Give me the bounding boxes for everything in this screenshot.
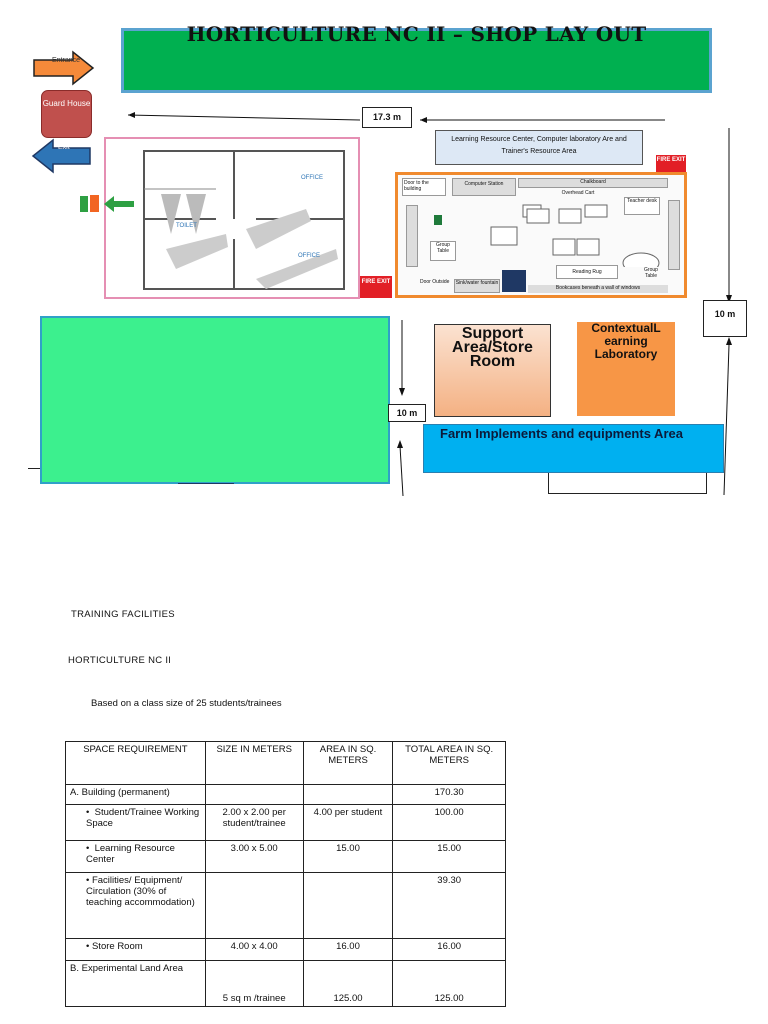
teacher-desk-label: Teacher desk <box>624 197 660 215</box>
row-total: 100.00 <box>393 805 506 841</box>
row-area: 15.00 <box>303 841 393 873</box>
farm-lower-box <box>548 473 707 494</box>
sink-label: Sink/water fountain <box>454 279 500 293</box>
bookcases-label: Bookcases beneath a wall of windows <box>528 285 668 293</box>
row-req: Store Room <box>91 941 143 952</box>
row-total: 39.30 <box>393 873 506 939</box>
cabinets-block <box>406 205 418 267</box>
reading-rug-label: Reading Rug <box>556 265 618 279</box>
dimension-10m-right: 10 m <box>703 300 747 337</box>
row-size: 4.00 x 4.00 <box>205 939 303 961</box>
entrance-label: Entrance <box>52 57 81 64</box>
row-area <box>303 785 393 805</box>
table-row <box>66 939 506 961</box>
row-req-cell: • Store Room <box>66 939 206 961</box>
table-row <box>66 841 506 873</box>
support-store-room-label: Support Area/Store Room <box>452 325 533 370</box>
space-requirements-table <box>65 741 506 1007</box>
farm-implements-label: Farm Implements and equipments Area <box>440 426 683 441</box>
row-req-cell: • Learning Resource Center <box>66 841 206 873</box>
fire-exit-sign-left: FIRE EXIT <box>360 276 392 298</box>
chalkboard-label: Chalkboard <box>518 178 668 188</box>
heading-training-facilities: TRAINING FACILITIES <box>71 609 175 620</box>
row-area <box>303 873 393 939</box>
table-row <box>66 805 506 841</box>
svg-text:OFFICE: OFFICE <box>301 175 323 181</box>
row-total: 125.00 <box>393 961 506 1007</box>
row-total: 170.30 <box>393 785 506 805</box>
overhead-cart-label: Overhead Cart <box>561 190 595 196</box>
lrc-label: Learning Resource Center, Computer laboratory Are and Trainer's Resource Area <box>435 130 643 165</box>
table-row <box>66 873 506 939</box>
window-wall-block <box>668 200 680 270</box>
header-area: AREA IN SQ. METERS <box>303 742 393 785</box>
experimental-land-area <box>40 316 390 484</box>
guard-house <box>41 90 92 138</box>
row-total: 15.00 <box>393 841 506 873</box>
base-tick <box>178 483 234 484</box>
guard-house-label: Guard House <box>42 99 91 108</box>
row-size <box>205 785 303 805</box>
svg-text:TOILET: TOILET <box>176 223 197 229</box>
contextual-learning-lab-label: ContextualL earning Laboratory <box>591 321 661 361</box>
fire-exit-sign-right: FIRE EXIT <box>656 155 686 173</box>
row-req-cell: • Facilities/ Equipment/ Circulation (30% of teaching accommodation) <box>66 873 206 939</box>
group-table-label: Group Table <box>430 241 456 261</box>
row-req: Student/Trainee Working Space <box>86 807 200 829</box>
door-outside-label: Door Outside <box>420 279 450 285</box>
heading-horticulture: HORTICULTURE NC II <box>68 655 172 666</box>
row-size: 5 sq m /trainee <box>205 961 303 1007</box>
left-tick <box>28 468 40 469</box>
row-area: 4.00 per student <box>303 805 393 841</box>
floor-plan-right <box>395 172 687 298</box>
row-size: 3.00 x 5.00 <box>205 841 303 873</box>
dimension-17-3m: 17.3 m <box>362 107 412 128</box>
table-header-row <box>66 742 506 785</box>
row-area: 16.00 <box>303 939 393 961</box>
floor-plan-drawing <box>106 139 358 297</box>
computer-station-label: Computer Station <box>452 178 516 196</box>
row-req: B. Experimental Land Area <box>66 961 206 1007</box>
row-req-cell: • Student/Trainee Working Space <box>66 805 206 841</box>
row-req: Facilities/ Equipment/ Circulation (30% of teaching accommodation) <box>86 875 195 908</box>
door-label: Door to the building <box>402 178 446 196</box>
support-store-room <box>434 324 551 417</box>
door-arrow-icon <box>78 190 138 218</box>
row-area: 125.00 <box>303 961 393 1007</box>
restroom-icon <box>502 270 526 292</box>
header-size: SIZE IN METERS <box>205 742 303 785</box>
exit-label: Exit <box>58 144 70 151</box>
header-space-requirement: SPACE REQUIREMENT <box>66 742 206 785</box>
row-size: 2.00 x 2.00 per student/trainee <box>205 805 303 841</box>
dimension-10m-mid: 10 m <box>388 404 426 422</box>
page-title: HORTICULTURE NC II – SHOP LAY OUT <box>186 22 647 46</box>
row-total: 16.00 <box>393 939 506 961</box>
table-row <box>66 785 506 805</box>
exit-sign-icon <box>434 215 442 225</box>
desk-groups-drawing <box>473 197 663 267</box>
svg-text:OFFICE: OFFICE <box>298 253 320 259</box>
floor-plan-left <box>104 137 360 299</box>
table-row <box>66 961 506 1007</box>
farm-implements-area <box>423 424 724 473</box>
class-size-text: Based on a class size of 25 students/trainees <box>91 698 282 709</box>
group-table-2-label: Group Table <box>644 267 658 279</box>
row-req: Learning Resource Center <box>86 843 175 865</box>
entrance-arrow-icon <box>33 50 95 86</box>
header-total-area: TOTAL AREA IN SQ. METERS <box>393 742 506 785</box>
row-size <box>205 873 303 939</box>
row-req: A. Building (permanent) <box>66 785 206 805</box>
contextual-learning-lab <box>577 322 675 416</box>
